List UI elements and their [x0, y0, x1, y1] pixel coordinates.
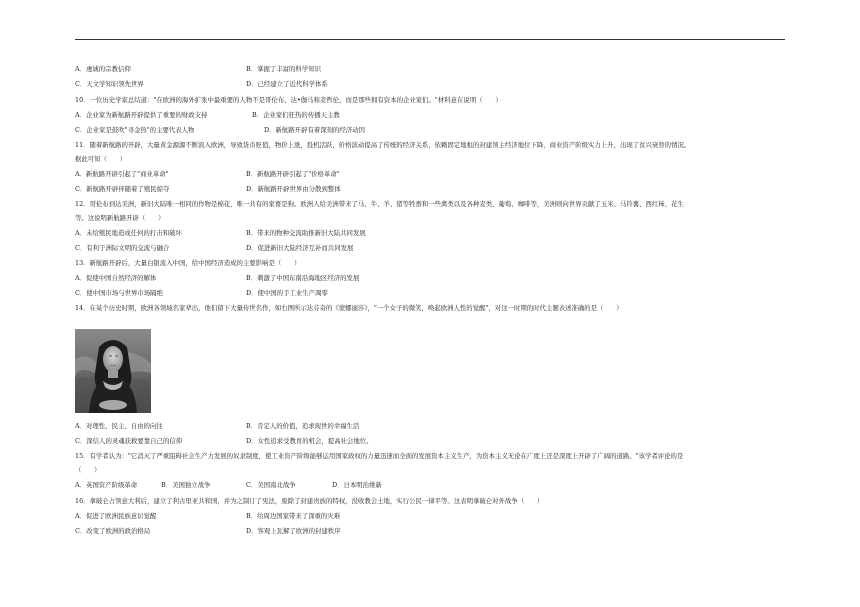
- q13-stem: 13．新航路开辟后，大量白银流入中国，给中国经济造成的主要影响是（ ）: [75, 259, 301, 267]
- q9-option-d: D．已经建立了近代科学体系: [246, 80, 328, 88]
- q11-stem: 11．随着新航路的开辟，大量黄金源源不断流入欧洲，导致货币贬值，物价上涨，投机活跃，价格波动提高了传统的经济关系，依赖固定地租的封建领主经济地位下降，商业资产阶级实力上升，出现了贫兴衰替的情况。: [75, 141, 691, 149]
- q15-stem: 15．有学者认为："它消灭了严重阻碍社会生产力发展的奴隶制度，使工业资产阶级能够运用国家政权的力量迅速而全面的发展资本主义生产，为资本主义无论在广度上还是深度上开辟了广阔的道路。"该学者评论的是: [75, 452, 684, 460]
- q10-option-c: C．企业家是鼓吹"寻金热"的主要代表人物: [75, 126, 195, 134]
- q12-option-b: B．带来的物种交流助推新旧大陆共同发展: [246, 229, 366, 237]
- q11-option-c: C．新航路开辟伴随着了殖民掠夺: [75, 185, 170, 193]
- q14-option-c: C．深信人的灵魂获救要靠自己的信仰: [75, 437, 183, 445]
- q15-option-b: B．美国独立战争: [161, 481, 211, 489]
- q11-option-a: A．新航路开辟引起了"商业革命": [75, 170, 169, 178]
- q15-stem-cont: （ ）: [75, 466, 101, 474]
- q16-option-c: C．改变了欧洲的政治格局: [75, 527, 151, 535]
- q10-stem: 10．一位历史学家总结道："在欧洲的海外扩张中最重要的人物不是哥伦布、达•伽马和麦哲伦，而是那些拥有资本的企业家们。"材料意在说明（ ）: [75, 96, 502, 104]
- q14-option-a: A．对理性、民主、自由的向往: [75, 422, 163, 430]
- mona-lisa-image: [75, 329, 151, 413]
- q13-option-c: C．使中国市场与世界市场隔绝: [75, 289, 163, 297]
- q14-option-b: B．肯定人的价值，追求现世的幸福生活: [246, 422, 360, 430]
- q16-option-a: A．促进了欧洲民族意识觉醒: [75, 512, 157, 520]
- q11-stem-cont: 据此可知（ ）: [75, 155, 127, 163]
- q12-stem-cont: 等。这说明新航路开辟（ ）: [75, 214, 165, 222]
- q16-option-d: D．客观上瓦解了欧洲的封建秩序: [246, 527, 341, 535]
- q15-option-c: C．美国南北战争: [246, 481, 296, 489]
- q16-option-b: B．给周边国家带来了深重的灾难: [246, 512, 341, 520]
- q10-option-d: D．新航路开辟有着深刻的经济动因: [264, 126, 365, 134]
- q10-option-b: B．企业家们狂热的传播天主教: [252, 111, 340, 119]
- q9-option-b: B．掌握了丰富的科学知识: [246, 65, 321, 73]
- q13-option-b: B．刺激了中国东南沿海地区经济的发展: [246, 274, 360, 282]
- q15-option-a: A．英国资产阶级革命: [75, 481, 138, 489]
- q12-stem: 12．哥伦布到达美洲，新旧大陆唯一相同的作物是棉花，唯一共有的家畜是狗。欧洲人给美洲带来了马、牛、羊、猪等牲畜和一些禽类以及各种麦类、葡萄、咖啡等，美洲则向世界贡献了玉米、马铃薯、西红柿、花生: [75, 200, 684, 208]
- q15-option-d: D．日本明治维新: [332, 481, 382, 489]
- q13-option-d: D．使中国的手工业生产凋零: [246, 289, 328, 297]
- header-rule: [75, 39, 785, 40]
- q14-option-d: D．女性追求受教育的机会，提高社会地位。: [246, 437, 373, 445]
- q12-option-c: C．有利于洲际文明的交流与融合: [75, 244, 170, 252]
- q12-option-d: D．促进新旧大陆经济互补而共同发展: [246, 244, 354, 252]
- q11-option-b: B．新航路开辟引起了"价格革命": [246, 170, 340, 178]
- q13-option-a: A．促使中国自然经济的解体: [75, 274, 157, 282]
- q14-stem: 14．在某个历史时期，欧洲各领域名家辈出，他们留下大量传世名作，如右图所示达芬奇的《蒙娜丽莎》，"一个女子的微笑，唤起欧洲人性的觉醒"，对这一时期的时代主题表述准确的是（ ）: [75, 304, 623, 312]
- q9-option-c: C．天文学知识领先世界: [75, 80, 144, 88]
- q12-option-a: A．未给殖民地造成任何的打击和破坏: [75, 229, 182, 237]
- q16-stem: 16．拿破仑占领意大利后，建立了利古里亚共和国，并为之制订了宪法，废除了封建贵族的特权，没收教会土地，实行公民一律平等。这表明拿破仑对外战争（ ）: [75, 497, 544, 505]
- q10-option-a: A．企业家为新航路开辟提供了重要的财政支持: [75, 111, 208, 119]
- q9-option-a: A．虔诚的宗教信仰: [75, 65, 131, 73]
- q11-option-d: D．新航路开辟世界由分散到整体: [246, 185, 341, 193]
